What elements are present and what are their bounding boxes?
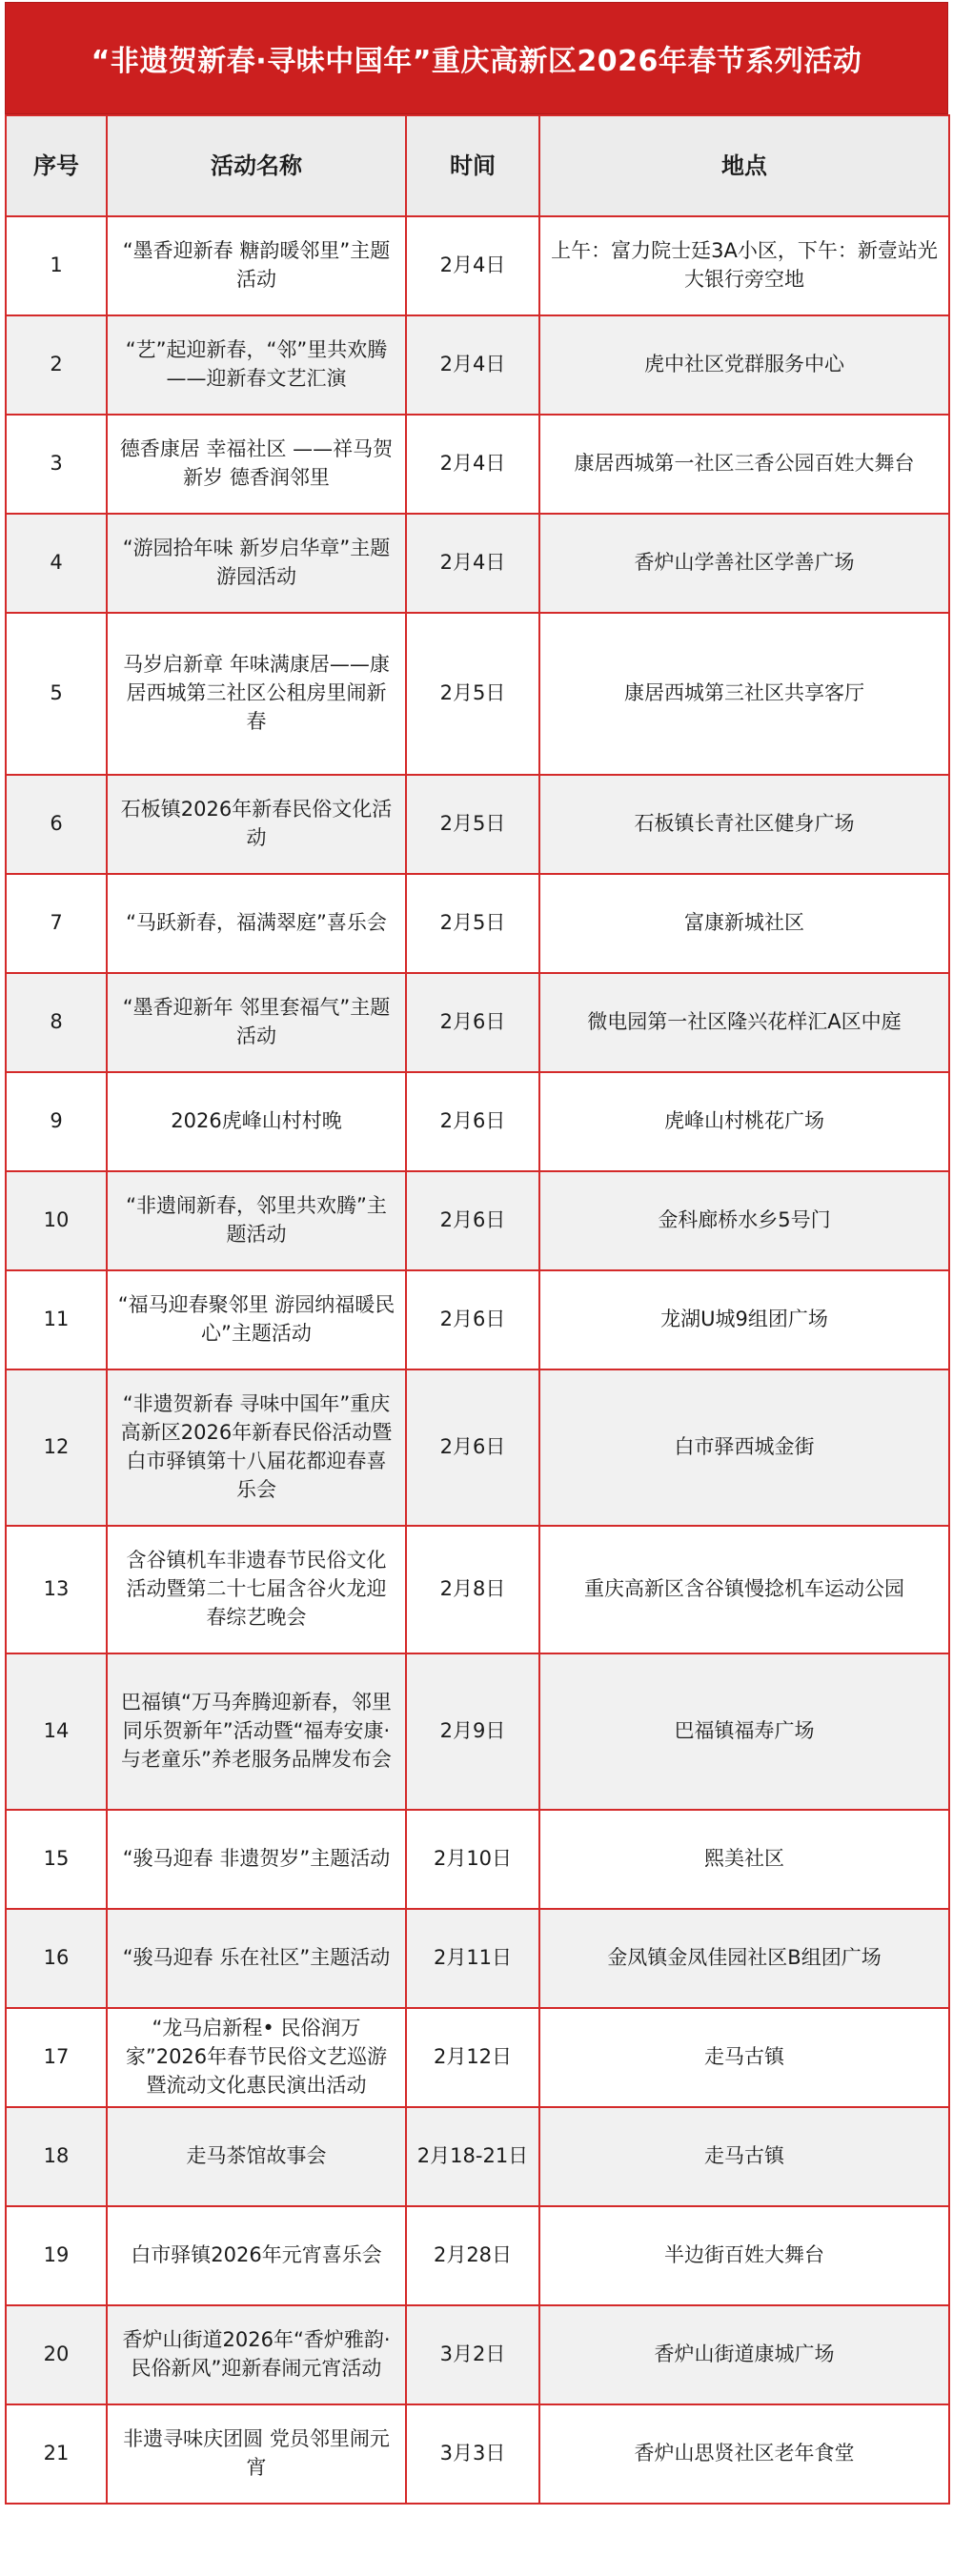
cell-number: 13 (6, 1526, 107, 1653)
cell-number: 6 (6, 775, 107, 874)
table-row (6, 1369, 949, 1526)
cell-number: 7 (6, 874, 107, 973)
cell-location: 龙湖U城9组团广场 (539, 1270, 949, 1369)
cell-activity-name: 香炉山街道2026年“香炉雅韵·民俗新风”迎新春闹元宵活动 (107, 2305, 406, 2404)
cell-activity-name: 巴福镇“万马奔腾迎新春，邻里同乐贺新年”活动暨“福寿安康·与老童乐”养老服务品牌发布会 (107, 1653, 406, 1810)
cell-location: 重庆高新区含谷镇慢捻机车运动公园 (539, 1526, 949, 1653)
cell-number: 17 (6, 2008, 107, 2107)
header-activity-name: 活动名称 (107, 115, 406, 216)
cell-number: 1 (6, 216, 107, 315)
cell-activity-name: “龙马启新程• 民俗润万家”2026年春节民俗文艺巡游暨流动文化惠民演出活动 (107, 2008, 406, 2107)
table-row (6, 1270, 949, 1369)
cell-location: 上午：富力院士廷3A小区，下午：新壹站光大银行旁空地 (539, 216, 949, 315)
cell-number: 9 (6, 1072, 107, 1171)
page-title: “非遗贺新春·寻味中国年”重庆高新区2026年春节系列活动 (5, 2, 948, 114)
cell-location: 巴福镇福寿广场 (539, 1653, 949, 1810)
cell-number: 21 (6, 2404, 107, 2504)
cell-time: 2月6日 (406, 1369, 539, 1526)
event-table (5, 114, 950, 2505)
cell-location: 虎中社区党群服务中心 (539, 315, 949, 415)
cell-location: 康居西城第三社区共享客厅 (539, 613, 949, 775)
cell-activity-name: 马岁启新章 年味满康居——康居西城第三社区公租房里闹新春 (107, 613, 406, 775)
table-row (6, 2107, 949, 2206)
table-row (6, 613, 949, 775)
cell-number: 10 (6, 1171, 107, 1270)
cell-location: 香炉山思贤社区老年食堂 (539, 2404, 949, 2504)
cell-number: 8 (6, 973, 107, 1072)
cell-location: 微电园第一社区隆兴花样汇A区中庭 (539, 973, 949, 1072)
cell-time: 2月6日 (406, 973, 539, 1072)
cell-time: 2月5日 (406, 775, 539, 874)
cell-time: 2月5日 (406, 613, 539, 775)
cell-number: 5 (6, 613, 107, 775)
cell-activity-name: “骏马迎春 乐在社区”主题活动 (107, 1909, 406, 2008)
cell-activity-name: “马跃新春，福满翠庭”喜乐会 (107, 874, 406, 973)
cell-activity-name: 2026虎峰山村村晚 (107, 1072, 406, 1171)
cell-activity-name: “墨香迎新年 邻里套福气”主题活动 (107, 973, 406, 1072)
cell-activity-name: 德香康居 幸福社区 ——祥马贺新岁 德香润邻里 (107, 415, 406, 514)
cell-location: 白市驿西城金街 (539, 1369, 949, 1526)
cell-number: 3 (6, 415, 107, 514)
table-row (6, 874, 949, 973)
cell-location: 富康新城社区 (539, 874, 949, 973)
cell-location: 半边街百姓大舞台 (539, 2206, 949, 2305)
cell-time: 2月8日 (406, 1526, 539, 1653)
cell-number: 20 (6, 2305, 107, 2404)
cell-number: 18 (6, 2107, 107, 2206)
cell-activity-name: 含谷镇机车非遗春节民俗文化活动暨第二十七届含谷火龙迎春综艺晚会 (107, 1526, 406, 1653)
cell-activity-name: 走马茶馆故事会 (107, 2107, 406, 2206)
cell-activity-name: 白市驿镇2026年元宵喜乐会 (107, 2206, 406, 2305)
cell-activity-name: “福马迎春聚邻里 游园纳福暖民心”主题活动 (107, 1270, 406, 1369)
table-row (6, 1526, 949, 1653)
cell-time: 2月11日 (406, 1909, 539, 2008)
cell-activity-name: “非遗贺新春 寻味中国年”重庆高新区2026年新春民俗活动暨白市驿镇第十八届花都迎春喜乐会 (107, 1369, 406, 1526)
cell-location: 康居西城第一社区三香公园百姓大舞台 (539, 415, 949, 514)
cell-activity-name: 石板镇2026年新春民俗文化活动 (107, 775, 406, 874)
cell-number: 11 (6, 1270, 107, 1369)
table-row (6, 973, 949, 1072)
event-schedule-sheet (5, 2, 948, 2505)
cell-location: 香炉山街道康城广场 (539, 2305, 949, 2404)
table-header-row (6, 115, 949, 216)
cell-activity-name: “艺”起迎新春，“邻”里共欢腾——迎新春文艺汇演 (107, 315, 406, 415)
cell-number: 14 (6, 1653, 107, 1810)
cell-activity-name: “游园拾年味 新岁启华章”主题游园活动 (107, 514, 406, 613)
cell-location: 走马古镇 (539, 2008, 949, 2107)
cell-number: 4 (6, 514, 107, 613)
header-number: 序号 (6, 115, 107, 216)
cell-number: 16 (6, 1909, 107, 2008)
cell-time: 2月6日 (406, 1171, 539, 1270)
cell-time: 2月9日 (406, 1653, 539, 1810)
cell-location: 虎峰山村桃花广场 (539, 1072, 949, 1171)
cell-time: 3月2日 (406, 2305, 539, 2404)
cell-activity-name: “非遗闹新春，邻里共欢腾”主题活动 (107, 1171, 406, 1270)
cell-time: 3月3日 (406, 2404, 539, 2504)
table-row (6, 1171, 949, 1270)
cell-time: 2月12日 (406, 2008, 539, 2107)
cell-activity-name: “骏马迎春 非遗贺岁”主题活动 (107, 1810, 406, 1909)
cell-time: 2月10日 (406, 1810, 539, 1909)
table-row (6, 1909, 949, 2008)
table-row (6, 2008, 949, 2107)
cell-time: 2月6日 (406, 1072, 539, 1171)
cell-time: 2月6日 (406, 1270, 539, 1369)
table-row (6, 1653, 949, 1810)
table-row (6, 1810, 949, 1909)
cell-location: 香炉山学善社区学善广场 (539, 514, 949, 613)
cell-location: 金凤镇金凤佳园社区B组团广场 (539, 1909, 949, 2008)
table-row (6, 216, 949, 315)
cell-time: 2月4日 (406, 514, 539, 613)
cell-time: 2月18-21日 (406, 2107, 539, 2206)
cell-activity-name: “墨香迎新春 糖韵暖邻里”主题活动 (107, 216, 406, 315)
table-row (6, 775, 949, 874)
cell-time: 2月5日 (406, 874, 539, 973)
cell-location: 熙美社区 (539, 1810, 949, 1909)
table-row (6, 2206, 949, 2305)
cell-activity-name: 非遗寻味庆团圆 党员邻里闹元宵 (107, 2404, 406, 2504)
cell-time: 2月28日 (406, 2206, 539, 2305)
cell-location: 石板镇长青社区健身广场 (539, 775, 949, 874)
table-row (6, 315, 949, 415)
cell-number: 2 (6, 315, 107, 415)
cell-number: 12 (6, 1369, 107, 1526)
table-row (6, 514, 949, 613)
cell-time: 2月4日 (406, 315, 539, 415)
table-row (6, 415, 949, 514)
cell-location: 走马古镇 (539, 2107, 949, 2206)
header-time: 时间 (406, 115, 539, 216)
cell-time: 2月4日 (406, 415, 539, 514)
table-row (6, 2404, 949, 2504)
cell-time: 2月4日 (406, 216, 539, 315)
cell-number: 19 (6, 2206, 107, 2305)
cell-number: 15 (6, 1810, 107, 1909)
table-row (6, 1072, 949, 1171)
cell-location: 金科廊桥水乡5号门 (539, 1171, 949, 1270)
header-location: 地点 (539, 115, 949, 216)
table-row (6, 2305, 949, 2404)
